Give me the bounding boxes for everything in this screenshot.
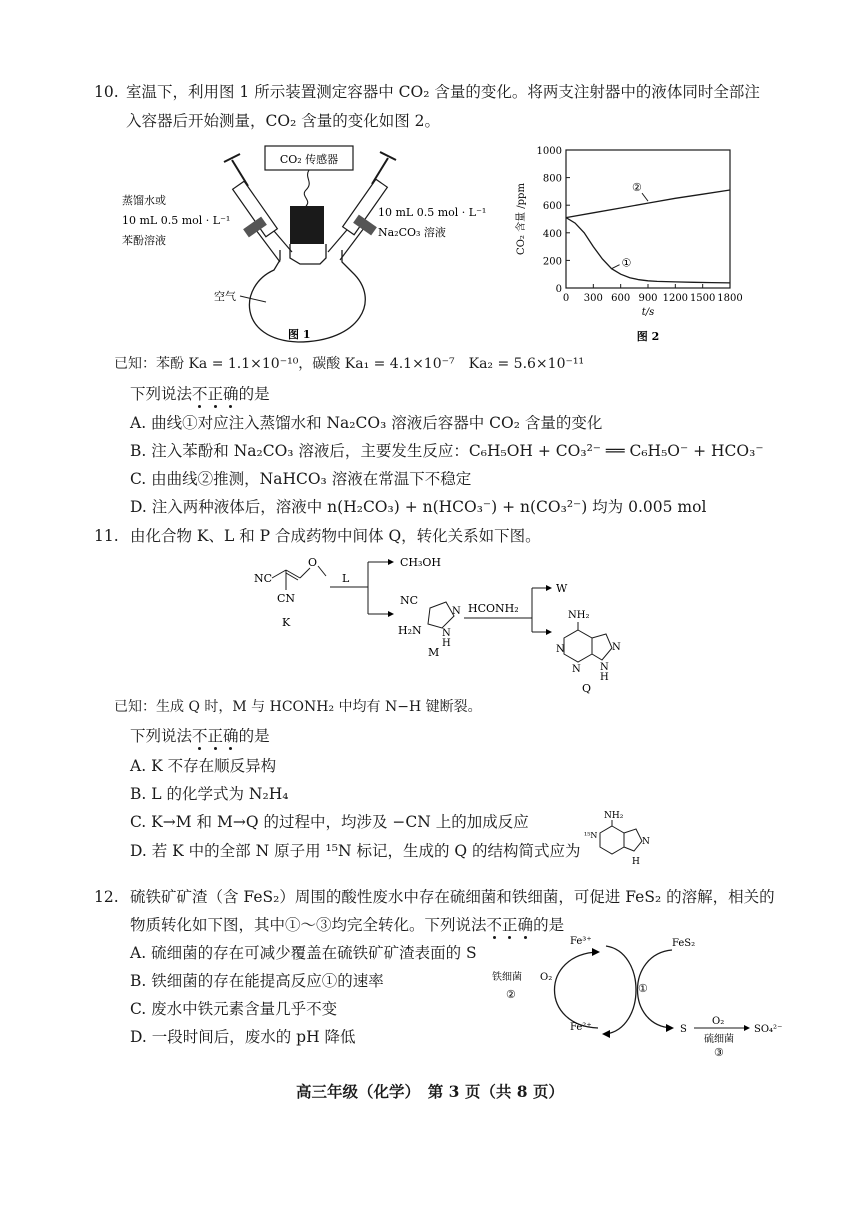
svg-text:¹⁵N: ¹⁵N xyxy=(584,831,598,840)
q10-stem-line1: 室温下，利用图 1 所示装置测定容器中 CO₂ 含量的变化。将两支注射器中的液体同时全部注 xyxy=(126,83,760,101)
y-tick-label: 1000 xyxy=(536,146,562,157)
q11-d-structure xyxy=(582,808,662,868)
svg-text:N: N xyxy=(442,628,451,639)
q11-number: 11. xyxy=(94,527,119,545)
right-label-2: Na₂CO₃ 溶液 xyxy=(378,226,446,239)
svg-text:H₂N: H₂N xyxy=(398,624,422,637)
q10-option-c: C. 由曲线②推测，NaHCO₃ 溶液在常温下不稳定 xyxy=(130,470,472,488)
series-label-1: ① xyxy=(621,256,632,270)
q12-option-a: A. 硫细菌的存在可减少覆盖在硫铁矿矿渣表面的 S xyxy=(130,944,477,962)
q10-option-b: B. 注入苯酚和 Na₂CO₃ 溶液后，主要发生反应：C₆H₅OH + CO₃²⁻ ══ C₆H₅O⁻ + HCO₃⁻ xyxy=(130,442,764,460)
figure-2-chart xyxy=(508,140,758,345)
svg-text:H: H xyxy=(600,672,609,683)
q12-option-d: D. 一段时间后，废水的 pH 降低 xyxy=(130,1028,356,1046)
q12-option-b: B. 铁细菌的存在能提高反应①的速率 xyxy=(130,972,384,990)
q11-ask: 下列说法不正确的是 xyxy=(130,727,270,745)
q11-stem: 由化合物 K、L 和 P 合成药物中间体 Q，转化关系如下图。 xyxy=(130,527,541,545)
svg-text:N: N xyxy=(572,664,581,675)
svg-text:HCONH₂: HCONH₂ xyxy=(468,602,519,615)
q10-option-a: A. 曲线①对应注入蒸馏水和 Na₂CO₃ 溶液后容器中 CO₂ 含量的变化 xyxy=(130,414,603,432)
reaction-scheme xyxy=(250,552,670,694)
y-tick-label: 200 xyxy=(542,256,562,268)
iron-sulfur-cycle xyxy=(486,930,786,1060)
svg-text:H: H xyxy=(632,857,640,867)
q10-stem-line2: 入容器后开始测量，CO₂ 含量的变化如图 2。 xyxy=(126,112,440,130)
fe3-label: Fe³⁺ xyxy=(570,936,592,947)
sulfur-bacteria-label: 硫细菌 xyxy=(704,1034,734,1045)
series-2-leader xyxy=(642,193,648,201)
page-footer: 高三年级（化学） 第 3 页（共 8 页） xyxy=(296,1082,564,1101)
y-axis-label: CO₂ 含量 /ppm xyxy=(516,183,527,255)
series-label-2: ② xyxy=(632,181,642,195)
right-label-1: 10 mL 0.5 mol · L⁻¹ xyxy=(378,206,487,219)
svg-text:NC: NC xyxy=(254,572,273,585)
svg-text:NC: NC xyxy=(400,594,419,607)
svg-text:NH₂: NH₂ xyxy=(568,610,590,621)
q12-cycle-diagram xyxy=(486,930,786,1060)
s-label: S xyxy=(680,1024,687,1035)
q11-option-d: D. 若 K 中的全部 N 原子用 ¹⁵N 标记，生成的 Q 的结构简式应为 xyxy=(130,842,581,860)
apparatus-diagram xyxy=(120,140,500,345)
q12-stem-line2: 物质转化如下图，其中①～③均完全转化。下列说法不正确的是 xyxy=(130,916,565,934)
k-label: K xyxy=(282,616,291,629)
y-tick-label: 400 xyxy=(542,228,562,240)
series-1-leader xyxy=(612,265,620,269)
q10-ask: 下列说法不正确的是 xyxy=(130,385,270,403)
m-label: M xyxy=(428,646,440,659)
fe2-label: Fe²⁺ xyxy=(570,1022,592,1033)
left-label-3: 苯酚溶液 xyxy=(122,234,166,247)
svg-text:N: N xyxy=(452,606,461,617)
x-tick-label: 1200 xyxy=(662,293,689,304)
so4-label: SO₄²⁻ xyxy=(754,1024,783,1035)
center-stopper xyxy=(290,206,324,244)
o2-left-label: O₂ xyxy=(540,972,553,983)
svg-text:O: O xyxy=(308,556,318,569)
co2-chart xyxy=(508,140,758,345)
x-tick-label: 1500 xyxy=(689,293,716,304)
q10-number: 10. xyxy=(94,83,119,101)
svg-text:CN: CN xyxy=(277,592,296,605)
q12-number: 12. xyxy=(94,888,119,906)
figure-1-caption: 图 1 xyxy=(288,328,311,341)
step-3-label: ③ xyxy=(714,1046,724,1059)
q10-option-d: D. 注入两种液体后，溶液中 n(H₂CO₃) + n(HCO₃⁻) + n(CO₃²⁻) 均为 0.005 mol xyxy=(130,498,707,516)
step-1-label: ① xyxy=(638,982,648,995)
x-tick-label: 1800 xyxy=(717,293,743,304)
x-tick-label: 900 xyxy=(638,293,658,304)
svg-text:NH₂: NH₂ xyxy=(604,811,624,821)
svg-text:N: N xyxy=(642,837,650,847)
svg-text:L: L xyxy=(342,572,350,585)
q11-option-b: B. L 的化学式为 N₂H₄ xyxy=(130,785,289,803)
figure-2-caption: 图 2 xyxy=(636,330,660,343)
iron-bacteria-label: 铁细菌 xyxy=(492,972,522,983)
sensor-label: CO₂ 传感器 xyxy=(279,153,339,166)
svg-text:W: W xyxy=(556,582,568,595)
y-tick-label: 600 xyxy=(542,201,562,213)
q-label: Q xyxy=(582,682,592,694)
o2-right-label: O₂ xyxy=(712,1016,725,1027)
q11-known: 已知：生成 Q 时，M 与 HCONH₂ 中均有 N−H 键断裂。 xyxy=(114,699,482,715)
svg-text:H: H xyxy=(442,638,451,649)
svg-text:N: N xyxy=(556,644,565,655)
q11-option-c: C. K→M 和 M→Q 的过程中，均涉及 −CN 上的加成反应 xyxy=(130,813,529,831)
q11-reaction-scheme xyxy=(250,552,670,694)
q10-known: 已知：苯酚 Ka = 1.1×10⁻¹⁰，碳酸 Ka₁ = 4.1×10⁻⁷ Ka₂ = 5.6×10⁻¹¹ xyxy=(114,356,585,372)
y-tick-label: 800 xyxy=(542,173,562,185)
y-tick-label: 0 xyxy=(555,284,562,295)
plot-frame xyxy=(566,150,730,288)
air-label: 空气 xyxy=(214,290,236,303)
figure-1-apparatus xyxy=(120,140,500,345)
x-tick-label: 300 xyxy=(583,293,603,304)
x-tick-label: 600 xyxy=(611,293,631,304)
series-line-2 xyxy=(566,218,730,283)
left-label-1: 蒸馏水或 xyxy=(122,194,166,207)
step-2-label: ② xyxy=(506,988,516,1001)
fes2-label: FeS₂ xyxy=(672,938,696,949)
q12-option-c: C. 废水中铁元素含量几乎不变 xyxy=(130,1000,338,1018)
series-line-1 xyxy=(566,190,730,218)
x-axis-label: t/s xyxy=(641,307,655,318)
x-tick-label: 0 xyxy=(562,293,570,304)
labeled-q-structure xyxy=(582,808,662,868)
svg-text:N: N xyxy=(612,642,621,653)
left-label-2: 10 mL 0.5 mol · L⁻¹ xyxy=(122,214,231,227)
svg-text:N: N xyxy=(600,662,609,673)
q11-option-a: A. K 不存在顺反异构 xyxy=(130,757,277,775)
svg-text:CH₃OH: CH₃OH xyxy=(400,556,442,569)
q12-stem-line1: 硫铁矿矿渣（含 FeS₂）周围的酸性废水中存在硫细菌和铁细菌，可促进 FeS₂ 的溶解，相关的 xyxy=(130,888,775,906)
